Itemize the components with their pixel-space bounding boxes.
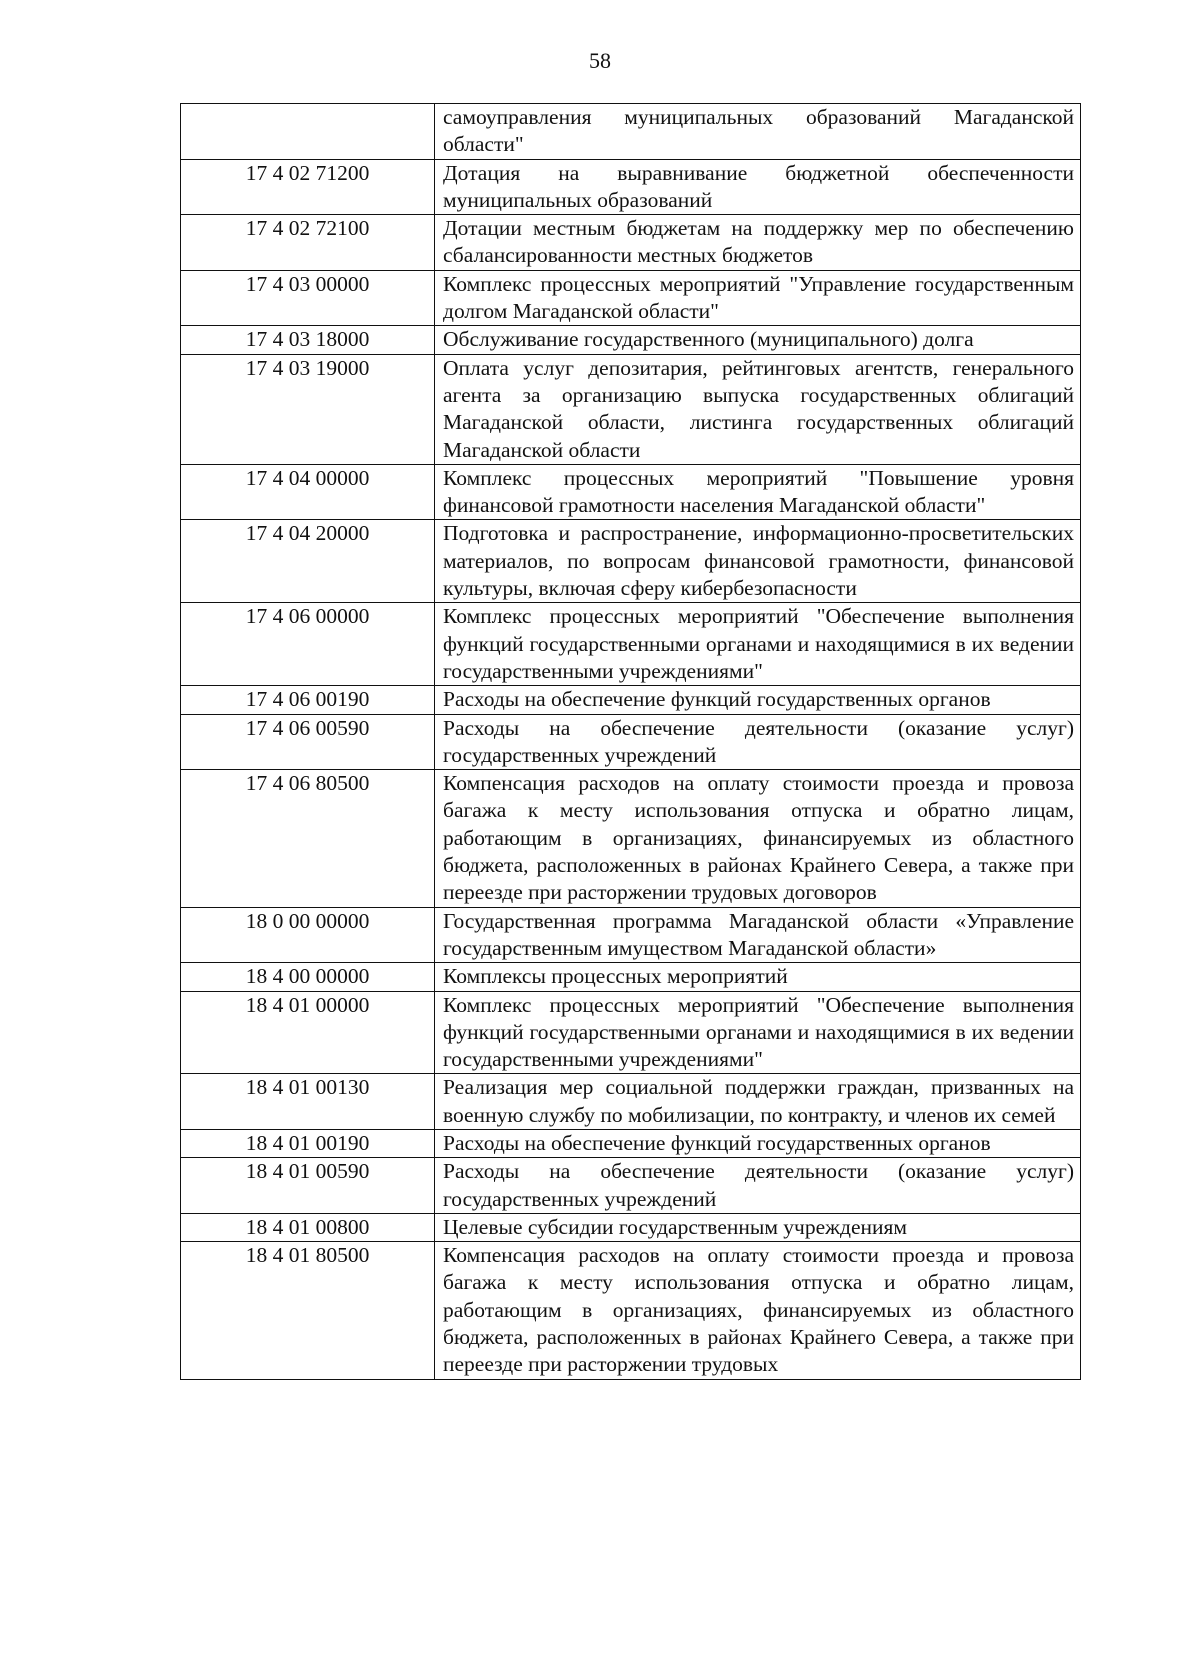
code-cell: 17 4 04 20000 [181, 520, 435, 603]
table-row [181, 520, 1081, 603]
code-cell: 18 4 00 00000 [181, 963, 435, 991]
code-cell: 18 4 01 00590 [181, 1158, 435, 1214]
table-body [181, 104, 1081, 1380]
description-cell: Комплекс процессных мероприятий "Управление государственным долгом Магаданской области" [435, 270, 1081, 326]
table-row [181, 1129, 1081, 1157]
description-cell: Реализация мер социальной поддержки граждан, призванных на военную службу по мобилизации, по контракту, и членов их семей [435, 1074, 1081, 1130]
description-cell: Государственная программа Магаданской области «Управление государственным имуществом Магаданской области» [435, 907, 1081, 963]
table-row [181, 714, 1081, 770]
table-row [181, 963, 1081, 991]
description-cell: Расходы на обеспечение деятельности (оказание услуг) государственных учреждений [435, 1158, 1081, 1214]
description-cell: Компенсация расходов на оплату стоимости проезда и провоза багажа к месту использования отпуска и обратно лицам, работающим в организациях, финансируемых из областного бюджета, расположенных в районах Крайнего Севера, а также при переезде при расторжении трудовых договоров [435, 770, 1081, 907]
table-row [181, 1074, 1081, 1130]
description-cell: Расходы на обеспечение функций государственных органов [435, 686, 1081, 714]
table-row [181, 104, 1081, 160]
code-cell: 17 4 06 00590 [181, 714, 435, 770]
description-cell: Дотации местным бюджетам на поддержку мер по обеспечению сбалансированности местных бюджетов [435, 215, 1081, 271]
code-cell: 18 4 01 00000 [181, 991, 435, 1074]
code-cell: 17 4 02 71200 [181, 159, 435, 215]
table-row [181, 270, 1081, 326]
table-row [181, 1242, 1081, 1379]
code-cell: 18 4 01 80500 [181, 1242, 435, 1379]
description-cell: Расходы на обеспечение деятельности (оказание услуг) государственных учреждений [435, 714, 1081, 770]
code-cell: 18 4 01 00800 [181, 1213, 435, 1241]
code-cell: 18 4 01 00190 [181, 1129, 435, 1157]
table-row [181, 215, 1081, 271]
table-row [181, 326, 1081, 354]
code-cell: 17 4 06 00190 [181, 686, 435, 714]
code-cell: 17 4 03 19000 [181, 354, 435, 464]
table-row [181, 907, 1081, 963]
table-row [181, 1213, 1081, 1241]
description-cell: Расходы на обеспечение функций государственных органов [435, 1129, 1081, 1157]
table-row [181, 1158, 1081, 1214]
code-cell: 17 4 06 00000 [181, 603, 435, 686]
description-cell: Дотация на выравнивание бюджетной обеспеченности муниципальных образований [435, 159, 1081, 215]
budget-codes-table [180, 103, 1081, 1380]
description-cell: Целевые субсидии государственным учреждениям [435, 1213, 1081, 1241]
table-row [181, 464, 1081, 520]
code-cell: 18 0 00 00000 [181, 907, 435, 963]
code-cell: 17 4 06 80500 [181, 770, 435, 907]
description-cell: Компенсация расходов на оплату стоимости проезда и провоза багажа к месту использования отпуска и обратно лицам, работающим в организациях, финансируемых из областного бюджета, расположенных в районах Крайнего Севера, а также при переезде при расторжении трудовых [435, 1242, 1081, 1379]
table-row [181, 991, 1081, 1074]
table-row [181, 686, 1081, 714]
description-cell: Комплексы процессных мероприятий [435, 963, 1081, 991]
description-cell: Комплекс процессных мероприятий "Обеспечение выполнения функций государственными органами и находящимися в их ведении государственными учреждениями" [435, 991, 1081, 1074]
code-cell: 18 4 01 00130 [181, 1074, 435, 1130]
code-cell: 17 4 03 18000 [181, 326, 435, 354]
table-row [181, 603, 1081, 686]
description-cell: Подготовка и распространение, информационно-просветительских материалов, по вопросам финансовой грамотности, финансовой культуры, включая сферу кибербезопасности [435, 520, 1081, 603]
description-cell: самоуправления муниципальных образований Магаданской области" [435, 104, 1081, 160]
description-cell: Комплекс процессных мероприятий "Обеспечение выполнения функций государственными органами и находящимися в их ведении государственными учреждениями" [435, 603, 1081, 686]
code-cell: 17 4 02 72100 [181, 215, 435, 271]
code-cell: 17 4 04 00000 [181, 464, 435, 520]
description-cell: Комплекс процессных мероприятий "Повышение уровня финансовой грамотности населения Магаданской области" [435, 464, 1081, 520]
code-cell: 17 4 03 00000 [181, 270, 435, 326]
table-row [181, 354, 1081, 464]
page-number: 58 [589, 48, 611, 73]
description-cell: Оплата услуг депозитария, рейтинговых агентств, генерального агента за организацию выпуска государственных облигаций Магаданской области, листинга государственных облигаций Магаданской области [435, 354, 1081, 464]
description-cell: Обслуживание государственного (муниципального) долга [435, 326, 1081, 354]
code-cell [181, 104, 435, 160]
table-row [181, 770, 1081, 907]
table-row [181, 159, 1081, 215]
